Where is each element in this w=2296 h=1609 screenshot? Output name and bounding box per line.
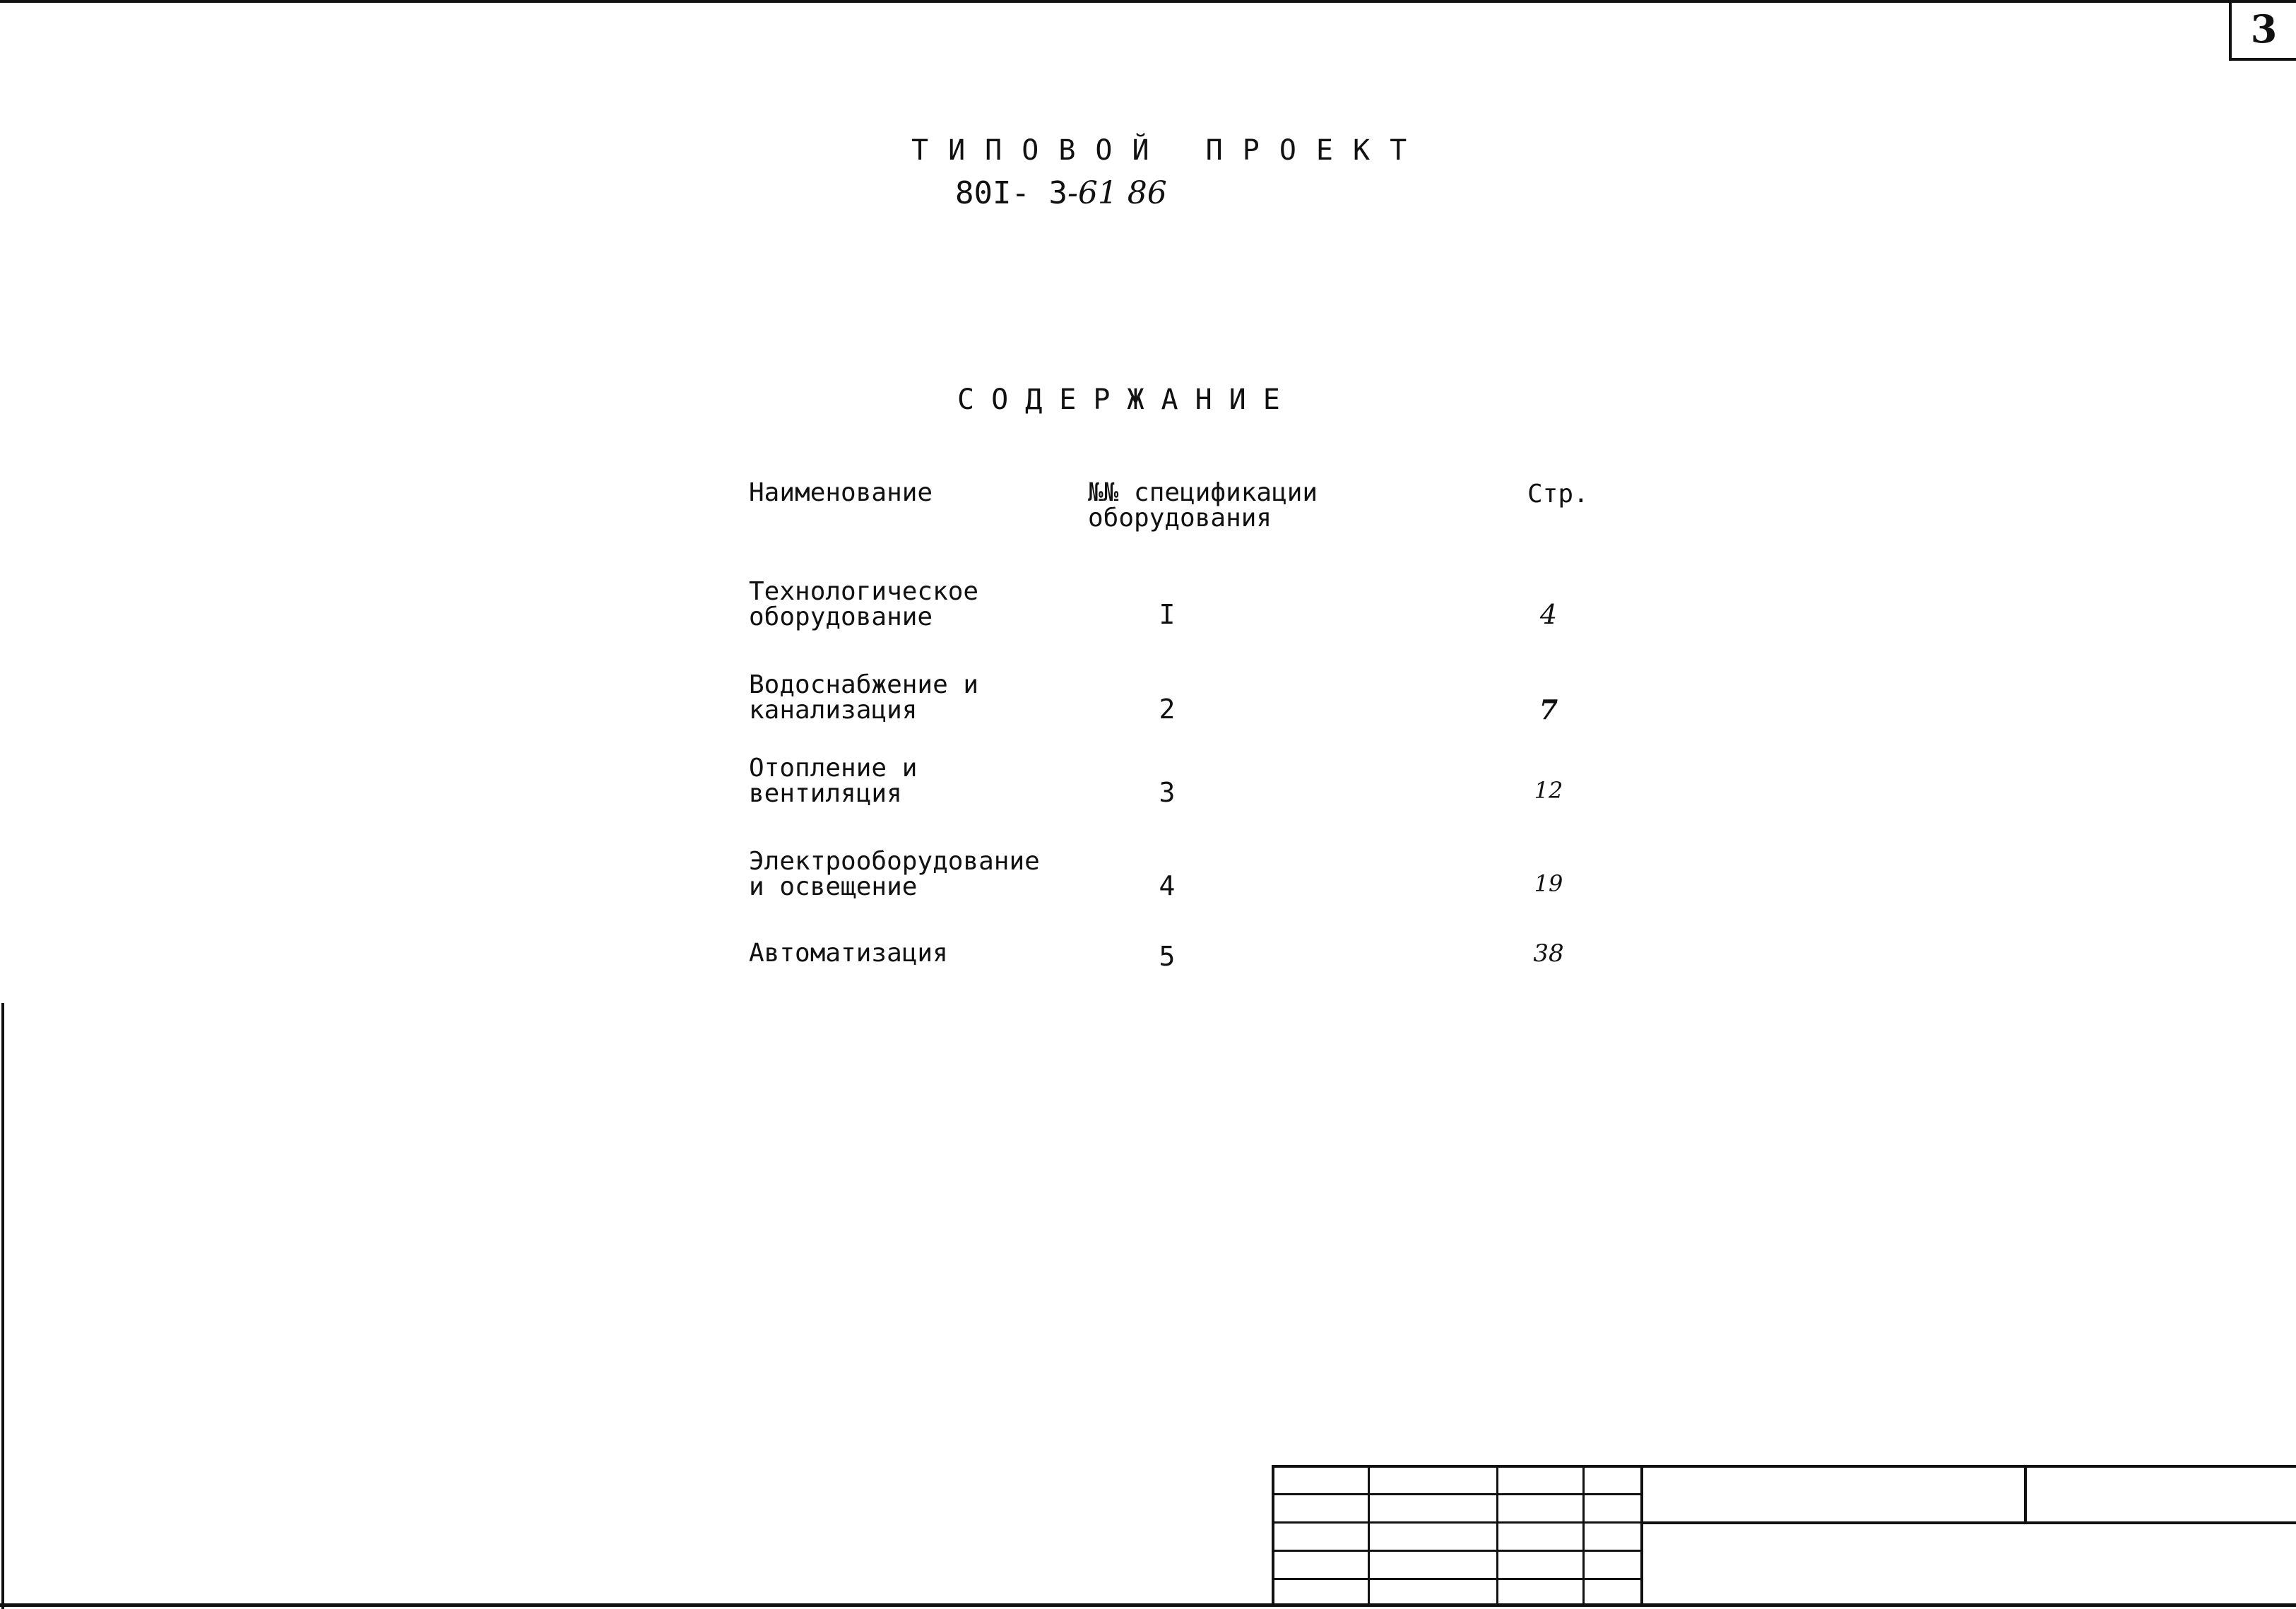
toc-row-page: 4: [1539, 599, 1558, 630]
title-block: [1272, 1465, 2296, 1606]
title-block-divider: [1582, 1465, 1585, 1606]
toc-row-spec: I: [1159, 599, 1176, 630]
column-header-spec: №№ спецификации оборудования: [1088, 478, 1318, 533]
toc-row-spec: 5: [1159, 941, 1176, 972]
title-block-row-line: [1272, 1493, 1642, 1495]
toc-row-page: 12: [1534, 777, 1563, 804]
sheet-number-box: [2229, 0, 2296, 61]
title-block-divider: [1640, 1465, 1643, 1606]
sheet-number: 3: [2250, 6, 2278, 52]
toc-heading: СОДЕРЖАНИЕ: [957, 384, 1297, 416]
column-header-page: Стр.: [1527, 480, 1589, 509]
toc-table: [749, 480, 1597, 989]
title-block-row-line: [1272, 1550, 1642, 1552]
project-code-handwritten: -61 86: [1067, 175, 1167, 211]
toc-row-page: 38: [1533, 939, 1564, 968]
toc-row-page: 19: [1534, 870, 1563, 897]
title-block-row-line: [1272, 1521, 1642, 1524]
title-block-border: [1272, 1465, 1274, 1606]
project-code-printed: 80I- 3: [955, 175, 1067, 211]
toc-row-spec: 2: [1159, 694, 1176, 725]
project-code: [955, 175, 1167, 211]
toc-row-name: Водоснабжение и канализация: [749, 670, 979, 725]
sheet-top-border: [0, 0, 2296, 3]
toc-row-spec: 4: [1159, 870, 1176, 901]
project-title: ТИПОВОЙ ПРОЕКТ: [911, 134, 1427, 167]
title-block-divider: [2024, 1465, 2027, 1523]
toc-row-name: Технологическое оборудование: [749, 577, 979, 631]
title-block-border: [1272, 1465, 2296, 1468]
toc-row-page: 7: [1539, 694, 1558, 725]
toc-row-name: Электрооборудование и освещение: [749, 847, 1040, 901]
toc-row-name: Отопление и вентиляция: [749, 754, 918, 808]
toc-row-spec: 3: [1159, 777, 1176, 808]
title-block-row-line: [1642, 1521, 2296, 1524]
title-block-row-line: [1272, 1578, 1642, 1580]
toc-row-name: Автоматизация: [749, 939, 948, 968]
title-block-divider: [1496, 1465, 1498, 1606]
sheet-left-border: [1, 1003, 4, 1609]
column-header-name: Наименование: [749, 478, 933, 507]
title-block-divider: [1368, 1465, 1370, 1606]
